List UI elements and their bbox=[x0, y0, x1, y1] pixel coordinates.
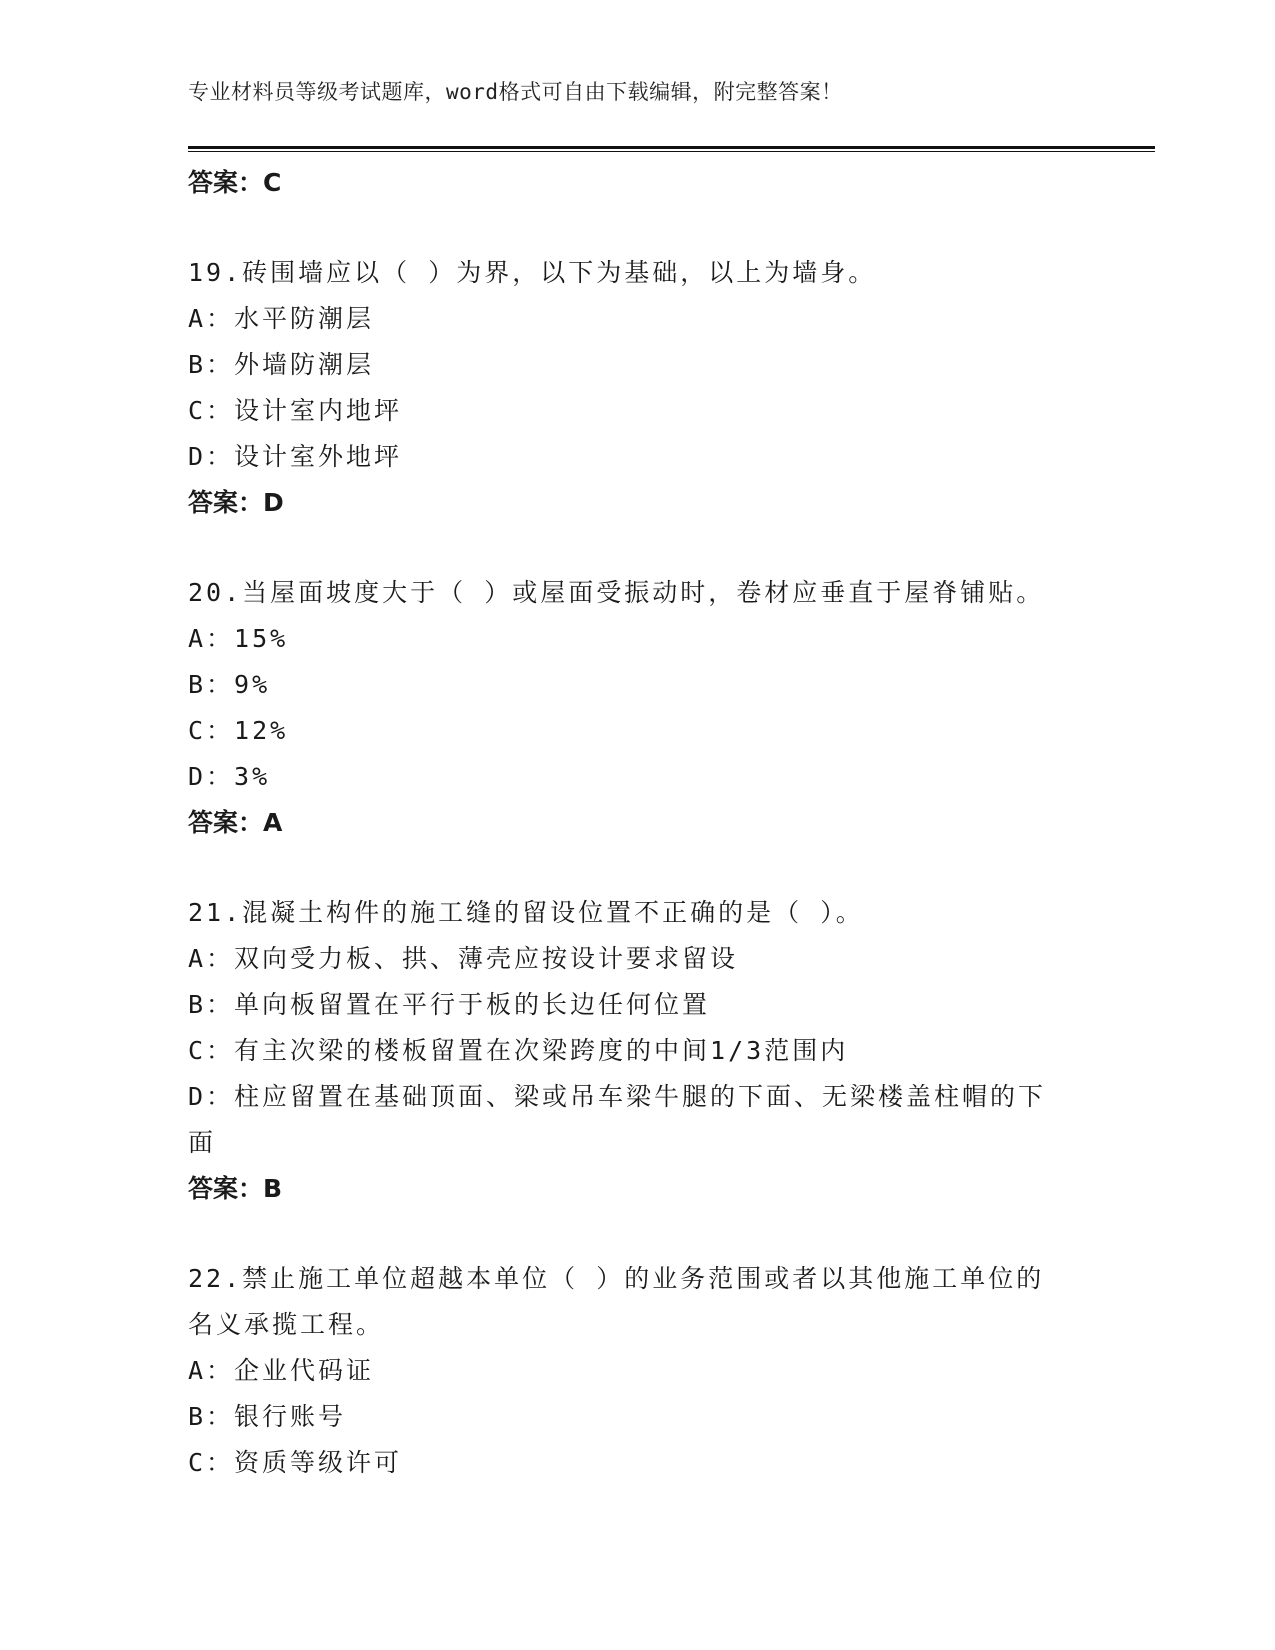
question-20 bbox=[188, 570, 1088, 846]
question-21 bbox=[188, 890, 1088, 1212]
answer: 答案：A bbox=[188, 808, 283, 837]
answer: 答案：D bbox=[188, 488, 284, 517]
answer: 答案：B bbox=[188, 1174, 283, 1203]
option-d-continued: 面 bbox=[188, 1128, 217, 1157]
spacer bbox=[188, 1212, 1088, 1256]
option-b: B：银行账号 bbox=[188, 1402, 347, 1431]
spacer bbox=[188, 206, 1088, 250]
option-c: C：12% bbox=[188, 716, 289, 745]
question-22 bbox=[188, 1256, 1088, 1486]
option-a: A：水平防潮层 bbox=[188, 304, 375, 333]
question-stem-continued: 名义承揽工程。 bbox=[188, 1310, 385, 1339]
option-a: A：双向受力板、拱、薄壳应按设计要求留设 bbox=[188, 944, 739, 973]
option-b: B：9% bbox=[188, 670, 271, 699]
question-list bbox=[188, 160, 1088, 1486]
spacer bbox=[188, 846, 1088, 890]
page-header: 专业材料员等级考试题库，word格式可自由下载编辑，附完整答案！ bbox=[188, 80, 843, 104]
option-d: D：设计室外地坪 bbox=[188, 442, 403, 471]
option-c: C：有主次梁的楼板留置在次梁跨度的中间1/3范围内 bbox=[188, 1036, 849, 1065]
question-stem: 19.砖围墙应以（ ）为界，以下为基础，以上为墙身。 bbox=[188, 258, 877, 287]
spacer bbox=[188, 526, 1088, 570]
question-stem: 22.禁止施工单位超越本单位（ ）的业务范围或者以其他施工单位的 bbox=[188, 1264, 1045, 1293]
header-rule-thick bbox=[188, 146, 1155, 149]
option-b: B：外墙防潮层 bbox=[188, 350, 375, 379]
option-c: C：资质等级许可 bbox=[188, 1448, 403, 1477]
option-c: C：设计室内地坪 bbox=[188, 396, 403, 425]
header-rule-thin bbox=[188, 151, 1155, 152]
option-b: B：单向板留置在平行于板的长边任何位置 bbox=[188, 990, 711, 1019]
question-stem: 21.混凝土构件的施工缝的留设位置不正确的是（ ）。 bbox=[188, 898, 864, 927]
answer-18: 答案：C bbox=[188, 168, 282, 197]
option-a: A：15% bbox=[188, 624, 289, 653]
question-stem: 20.当屋面坡度大于（ ）或屋面受振动时，卷材应垂直于屋脊铺贴。 bbox=[188, 578, 1045, 607]
option-a: A：企业代码证 bbox=[188, 1356, 375, 1385]
option-d: D：3% bbox=[188, 762, 271, 791]
option-d: D：柱应留置在基础顶面、梁或吊车梁牛腿的下面、无梁楼盖柱帽的下 bbox=[188, 1082, 1047, 1111]
question-19 bbox=[188, 250, 1088, 526]
